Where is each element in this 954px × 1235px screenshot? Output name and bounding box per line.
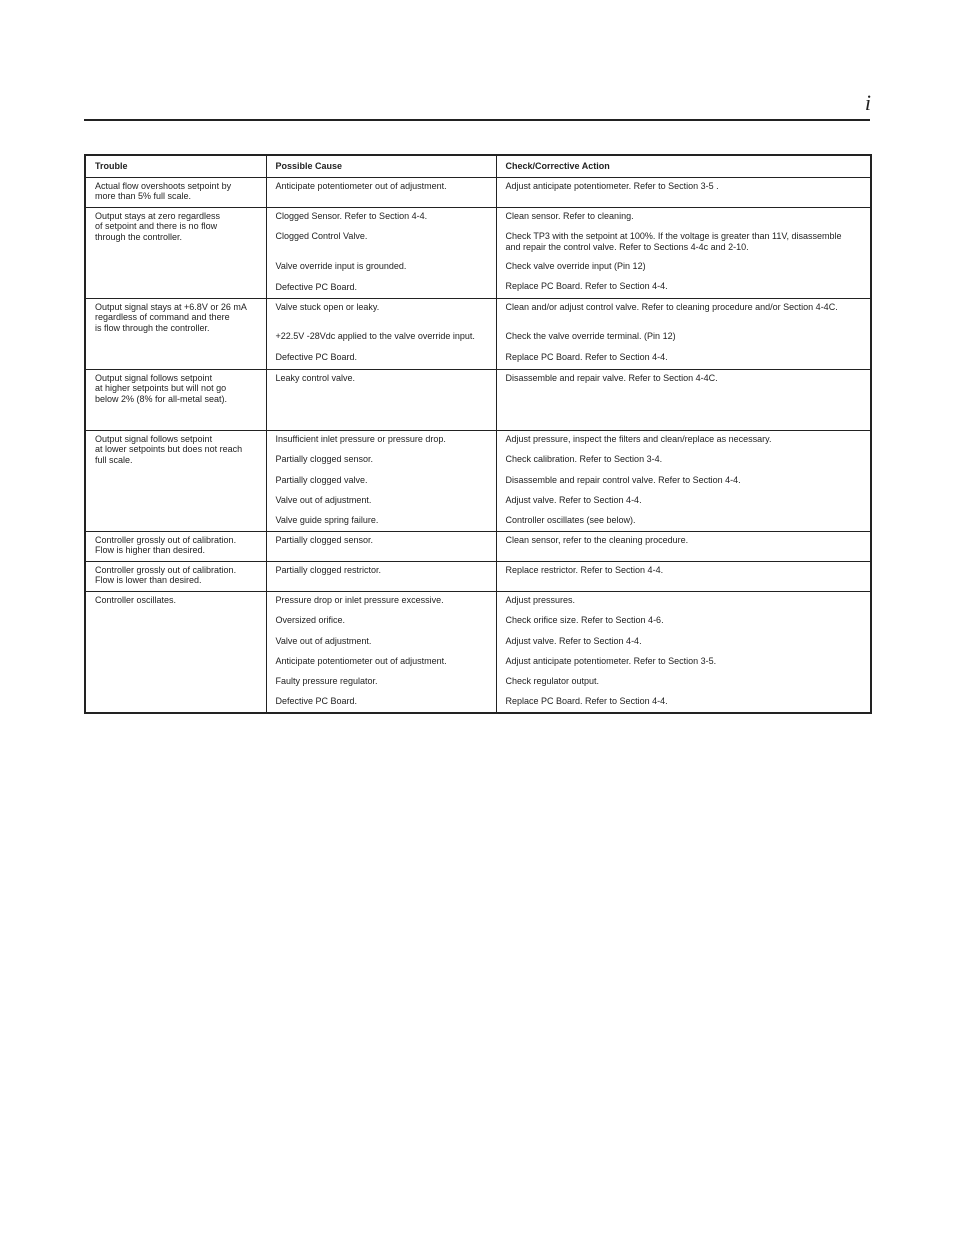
- possible-cause-cell: [266, 532, 496, 562]
- header-rule: [84, 119, 870, 121]
- trouble-text: Output stays at zero regardless of setpoint and there is no flow through the controller.: [95, 211, 221, 242]
- trouble-cell: [85, 208, 266, 299]
- page-number: i: [864, 90, 871, 115]
- column-header-possible-cause: Possible Cause: [266, 155, 496, 178]
- corrective-action-cell: [496, 208, 871, 299]
- trouble-text: Output signal follows setpoint at lower setpoints but does not reach full scale.: [95, 434, 243, 465]
- corrective-action: Clean sensor, refer to the cleaning procedure.: [505, 535, 689, 545]
- trouble-text: Output signal stays at +6.8V or 26 mA regardless of command and there is flow through the controller.: [95, 302, 247, 333]
- possible-cause: Valve stuck open or leaky.: [275, 302, 380, 312]
- corrective-action: Disassemble and repair control valve. Refer to Section 4-4.: [505, 474, 741, 485]
- trouble-cell: [85, 592, 266, 713]
- corrective-action: Check the valve override terminal. (Pin 12): [505, 331, 676, 342]
- trouble-cell: [85, 532, 266, 562]
- possible-cause: Partially clogged sensor.: [275, 454, 374, 465]
- corrective-action: Adjust anticipate potentiometer. Refer to Section 3-5.: [505, 655, 717, 666]
- corrective-action: Adjust anticipate potentiometer. Refer to Section 3-5 .: [505, 181, 719, 191]
- corrective-action: Clean sensor. Refer to cleaning.: [505, 211, 634, 221]
- corrective-action-cell: [496, 532, 871, 562]
- possible-cause: Partially clogged sensor.: [275, 535, 374, 545]
- corrective-action: Replace PC Board. Refer to Section 4-4.: [505, 696, 668, 707]
- corrective-action: Adjust valve. Refer to Section 4-4.: [505, 635, 642, 646]
- table-row: [85, 299, 871, 370]
- corrective-action: Check regulator output.: [505, 676, 600, 687]
- possible-cause-cell: [266, 431, 496, 532]
- possible-cause: Clogged Sensor. Refer to Section 4-4.: [275, 211, 428, 221]
- corrective-action: Adjust pressure, inspect the filters and clean/replace as necessary.: [505, 434, 772, 444]
- trouble-cell: [85, 431, 266, 532]
- corrective-action-cell: [496, 562, 871, 592]
- possible-cause: Valve out of adjustment.: [275, 635, 372, 646]
- corrective-action-cell: [496, 431, 871, 532]
- corrective-action: Adjust pressures.: [505, 595, 576, 605]
- corrective-action-cell: [496, 178, 871, 208]
- corrective-action: Clean and/or adjust control valve. Refer to cleaning procedure and/or Section 4-4C.: [505, 302, 838, 312]
- possible-cause: +22.5V -28Vdc applied to the valve override input.: [275, 331, 475, 342]
- trouble-text: Controller grossly out of calibration. Flow is lower than desired.: [95, 565, 237, 586]
- possible-cause-cell: [266, 178, 496, 208]
- trouble-cell: [85, 562, 266, 592]
- trouble-text: Controller oscillates.: [95, 595, 177, 605]
- possible-cause-cell: [266, 208, 496, 299]
- corrective-action: Check calibration. Refer to Section 3-4.: [505, 454, 663, 465]
- trouble-cell: [85, 370, 266, 431]
- possible-cause-cell: [266, 562, 496, 592]
- trouble-cell: [85, 178, 266, 208]
- possible-cause: Clogged Control Valve.: [275, 231, 368, 242]
- troubleshooting-table: [84, 154, 872, 714]
- trouble-cell: [85, 299, 266, 370]
- corrective-action-cell: [496, 592, 871, 713]
- possible-cause: Oversized orifice.: [275, 615, 346, 626]
- table-row: [85, 562, 871, 592]
- column-header-trouble: Trouble: [85, 155, 266, 178]
- trouble-text: Controller grossly out of calibration. Flow is higher than desired.: [95, 535, 237, 556]
- corrective-action: Controller oscillates (see below).: [505, 515, 636, 526]
- possible-cause: Defective PC Board.: [275, 696, 358, 707]
- possible-cause-cell: [266, 299, 496, 370]
- table-row: [85, 208, 871, 299]
- possible-cause: Pressure drop or inlet pressure excessive.: [275, 595, 444, 605]
- possible-cause: Partially clogged valve.: [275, 474, 368, 485]
- corrective-action: Check orifice size. Refer to Section 4-6.: [505, 615, 664, 626]
- possible-cause-cell: [266, 592, 496, 713]
- corrective-action: Disassemble and repair valve. Refer to Section 4-4C.: [505, 373, 718, 383]
- table-body: [85, 178, 871, 713]
- possible-cause: Faulty pressure regulator.: [275, 676, 378, 687]
- corrective-action: Check valve override input (Pin 12): [505, 260, 646, 271]
- possible-cause: Partially clogged restrictor.: [275, 565, 382, 575]
- table-row: [85, 178, 871, 208]
- table-row: [85, 532, 871, 562]
- possible-cause: Anticipate potentiometer out of adjustment.: [275, 181, 447, 191]
- possible-cause: Defective PC Board.: [275, 351, 358, 362]
- corrective-action: Replace PC Board. Refer to Section 4-4.: [505, 351, 668, 362]
- possible-cause: Leaky control valve.: [275, 373, 356, 383]
- corrective-action-cell: [496, 370, 871, 431]
- trouble-text: Actual flow overshoots setpoint by more than 5% full scale.: [95, 181, 232, 202]
- possible-cause: Valve out of adjustment.: [275, 494, 372, 505]
- possible-cause: Insufficient inlet pressure or pressure drop.: [275, 434, 446, 444]
- corrective-action: Adjust valve. Refer to Section 4-4.: [505, 494, 642, 505]
- possible-cause: Defective PC Board.: [275, 281, 358, 292]
- table-row: [85, 592, 871, 713]
- possible-cause: Anticipate potentiometer out of adjustment.: [275, 655, 447, 666]
- possible-cause: Valve override input is grounded.: [275, 261, 407, 272]
- corrective-action: Check TP3 with the setpoint at 100%. If the voltage is greater than 11V, disassemble and repair the control valve. Refer to Sections 4-4c and 2-10.: [505, 231, 842, 252]
- table-header-row: [85, 155, 871, 178]
- column-header-corrective-action: Check/Corrective Action: [496, 155, 871, 178]
- possible-cause-cell: [266, 370, 496, 431]
- corrective-action-cell: [496, 299, 871, 370]
- possible-cause: Valve guide spring failure.: [275, 515, 379, 526]
- table-row: [85, 370, 871, 431]
- corrective-action: Replace PC Board. Refer to Section 4-4.: [505, 281, 668, 292]
- corrective-action: Replace restrictor. Refer to Section 4-4.: [505, 565, 664, 575]
- table-row: [85, 431, 871, 532]
- trouble-text: Output signal follows setpoint at higher setpoints but will not go below 2% (8% for all-metal seat).: [95, 373, 228, 404]
